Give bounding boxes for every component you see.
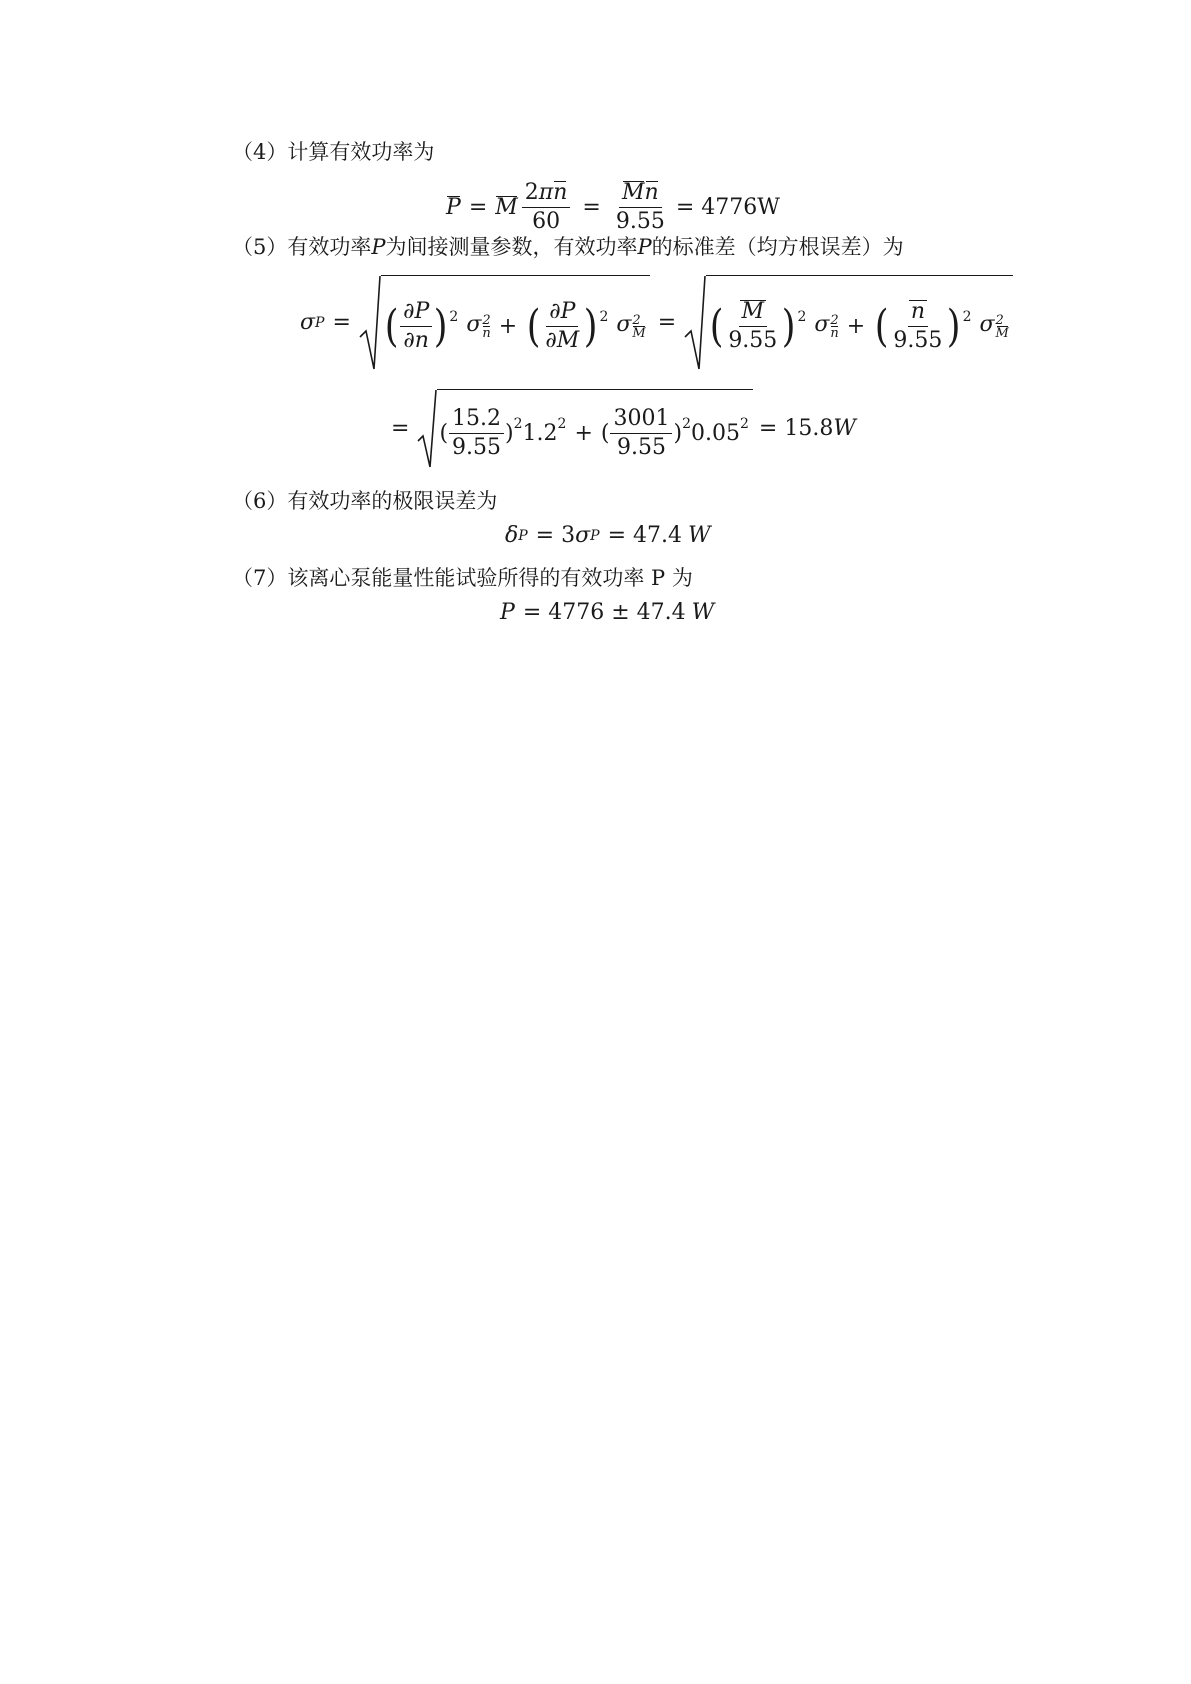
fraction-2pin-over-60: $\frac{2\pi n}{60}$ — [522, 182, 571, 233]
item-4-text — [232, 137, 434, 167]
sqrt-partial-derivatives: ( $\frac{\partial P}{\partial n}$ ) 2 σ 2 n + ( $\frac{\partial P}{\partial M}$ ) 2 σ 2 M — [359, 275, 650, 371]
item-6-text: （6）有效功率的极限误差为 — [232, 489, 498, 513]
limit-error-equation: δ P = 3 σ P = 47.4 W — [505, 523, 711, 548]
final-result-equation: P = 4776 ± 47.4 W — [500, 600, 715, 625]
sqrt-substituted: ( $\frac{M}{9.55}$ ) 2 σ 2 n + ( $\frac{n}{9.55}$ ) 2 σ 2 M — [684, 275, 1013, 371]
numeric-evaluation-equation: = ( $\frac{15.2}{9.55}$ ) 2 1.2 2 + ( $\frac{3001}{9.55}$ ) 2 0.05 2 = 15.8 W — [383, 389, 856, 469]
m-bar: M — [495, 194, 518, 220]
power-result: = 4776W — [675, 194, 780, 220]
effective-power-equation: P = M $\frac{2\pi n}{60}$ = $\frac{Mn}{9.55}$ = 4776W — [446, 180, 780, 234]
item-5-text: （5）有效功率P为间接测量参数，有效功率P的标准差（均方根误差）为 — [232, 235, 904, 259]
sigma-result: = 15.8 — [758, 416, 834, 441]
fraction-mn-over-955: $\frac{Mn}{9.55}$ — [615, 180, 665, 234]
sqrt-numeric: ( $\frac{15.2}{9.55}$ ) 2 1.2 2 + ( $\frac{3001}{9.55}$ ) 2 0.05 2 — [417, 389, 752, 469]
p-bar: P — [446, 194, 461, 220]
item-4-label: （4）计算有效功率为 — [232, 140, 435, 164]
standard-deviation-equation: σ P = ( $\frac{\partial P}{\partial n}$ ) 2 σ 2 n + ( $\frac{\partial P}{\partial M}$ ) 2 σ 2 M = ( $\frac{M}{9.55}$ ) 2 σ 2 n + ( $\frac{n}{9.55}$ ) 2 σ 2 M — [300, 275, 1013, 371]
item-7-text: （7）该离心泵能量性能试验所得的有效功率 P 为 — [232, 566, 693, 590]
